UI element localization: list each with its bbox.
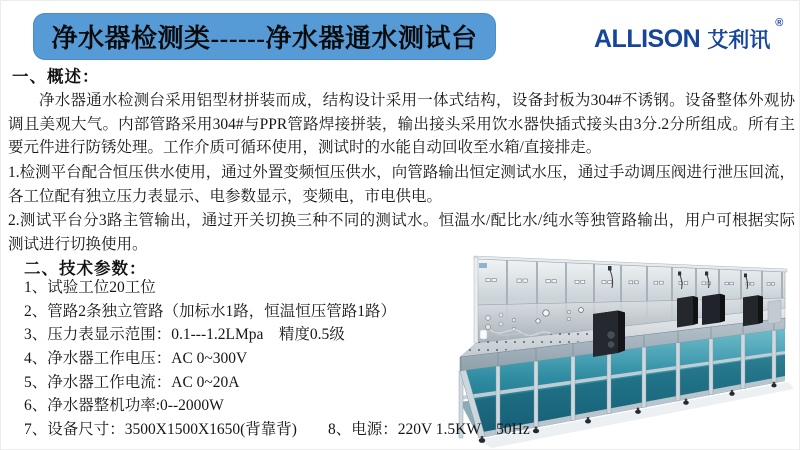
title-banner (33, 13, 496, 60)
spec-list (24, 276, 784, 442)
feature-point-2: 2.测试平台分3路主管输出，通过开关切换三种不同的测试水。恒温水/配比水/纯水等独管路输出，用户可根据实际测试进行切换使用。 (8, 212, 795, 253)
specs-heading: 二、技术参数： (24, 260, 147, 278)
corner-label (479, 263, 487, 268)
overview-heading: 一、概述： (12, 68, 100, 86)
overview-paragraph: 净水器通水检测台采用铝型材拼装而成，结构设计采用一体式结构，设备封板为304#不诱钢。设备整体外观协调且美观大气。内部管路采用304#与PPR管路焊接拼装，输出接头采用饮水器快插式接头由3分.2分所组成。所有主要元件进行防锈处理。工作介质可循环使用，测试时的水能自动回收至水箱/直接排走。 (8, 92, 795, 156)
spec-item-dimensions-supply: 7、设备尺寸：3500X1500X1650(背靠背) 8、电源：220V 1.5KW 50Hz (24, 421, 530, 439)
registered-mark-icon: ® (775, 17, 784, 29)
spec-item-workstations: 1、试验工位20工位 (24, 279, 156, 296)
spec-item-pipelines: 2、管路2条独立管路（加标水1路，恒温恒压管路1路） (24, 302, 397, 320)
spec-item-power: 6、净水器整机功率:0--2000W (24, 397, 224, 415)
feature-point-1: 1.检测平台配合恒压供水使用，通过外置变频恒压供水，向管路输出恒定测试水压，通过手动调压阀进行泄压回流，各工位配有独立压力表显示、电参数显示，变频电，市电供电。 (8, 164, 795, 205)
brand-logo (594, 17, 784, 54)
brand-name-cn: 艾利讯 (707, 29, 771, 52)
page-title: 净水器检测类------净水器通水测试台 (51, 24, 478, 53)
spec-item-current: 5、净水器工作电流：AC 0~20A (24, 373, 240, 391)
brand-name-en: ALLISON (594, 25, 701, 53)
spec-item-pressure-range: 3、压力表显示范围：0.1---1.2LMpa 精度0.5级 (24, 326, 345, 344)
spec-item-voltage: 4、净水器工作电压：AC 0~300V (24, 350, 248, 368)
